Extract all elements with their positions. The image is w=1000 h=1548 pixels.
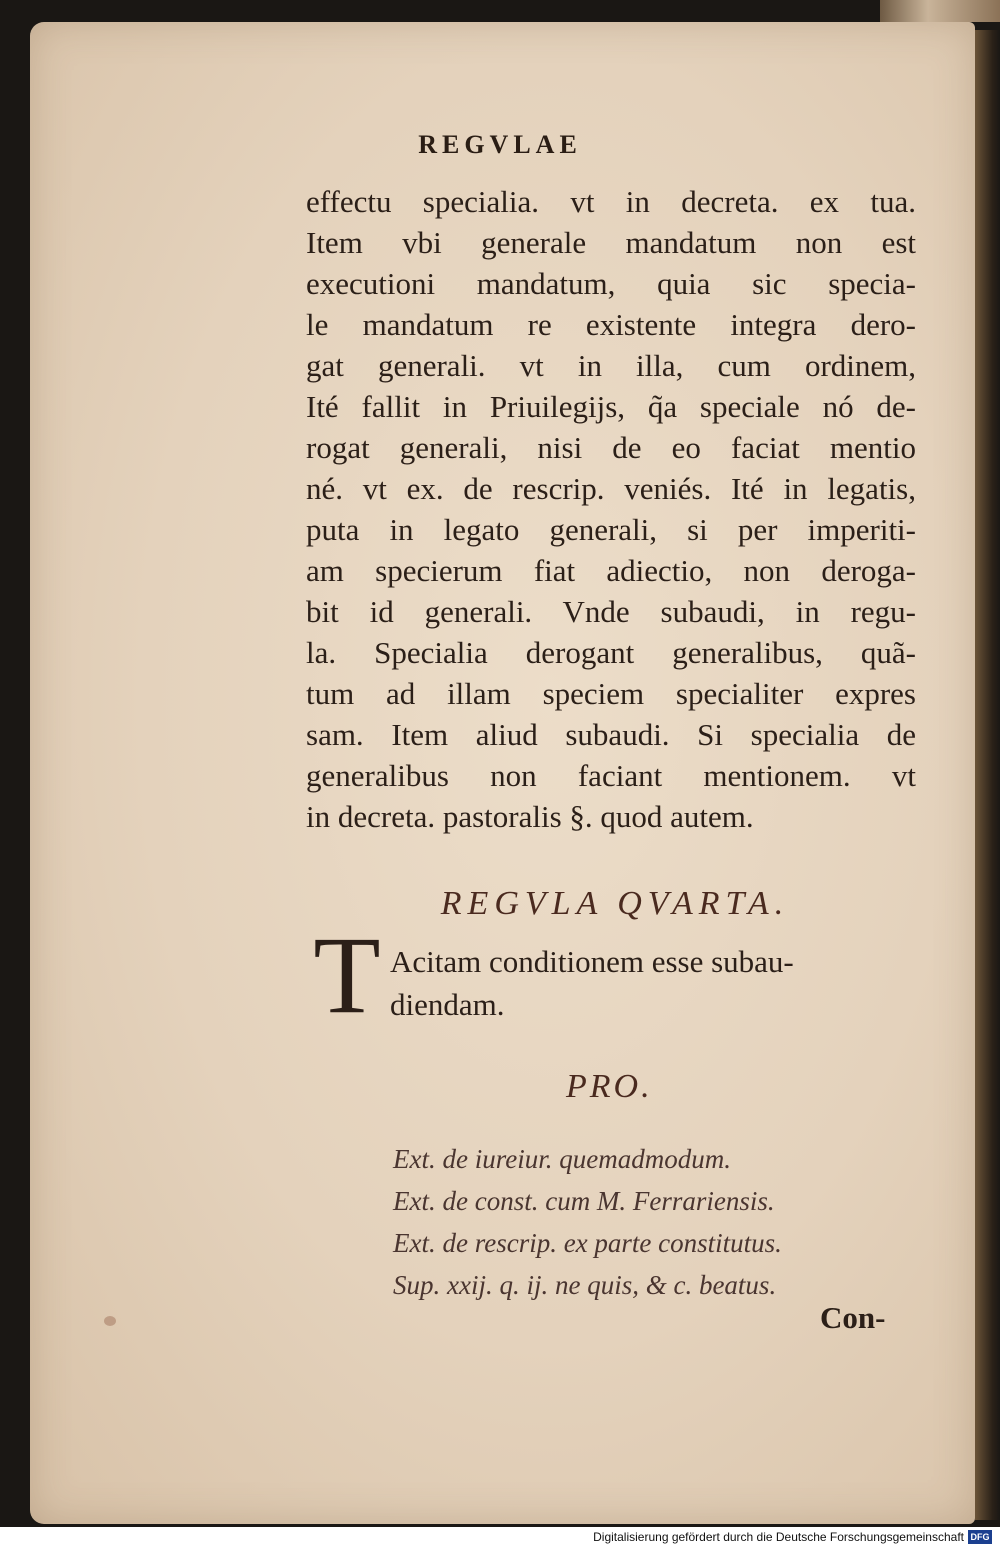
text-line: executioni mandatum, quia sic specia- <box>306 266 916 301</box>
page-stain <box>104 1316 116 1326</box>
text-line: Ité fallit in Priuilegijs, q̃a speciale nó de- <box>306 389 916 424</box>
dfg-logo: DFG <box>968 1530 992 1544</box>
references <box>393 1138 893 1306</box>
rule-line: Acitam conditionem esse subau- <box>390 944 794 979</box>
text-line: sam. Item aliud subaudi. Si specialia de <box>306 717 916 752</box>
reference-line: Ext. de iureiur. quemadmodum. <box>393 1144 731 1174</box>
text-line: né. vt ex. de rescrip. veniés. Ité in legatis, <box>306 471 916 506</box>
text-line: effectu specialia. vt in decreta. ex tua. <box>306 184 916 219</box>
pro-heading: PRO. <box>566 1068 653 1105</box>
binding-scrap <box>880 0 1000 22</box>
text-line: gat generali. vt in illa, cum ordinem, <box>306 348 916 383</box>
reference-line: Ext. de const. cum M. Ferrariensis. <box>393 1186 775 1216</box>
text-line: Item vbi generale mandatum non est <box>306 225 916 260</box>
text-line: in decreta. pastoralis §. quod autem. <box>306 799 754 834</box>
reference-line: Sup. xxij. q. ij. ne quis, & c. beatus. <box>393 1270 777 1300</box>
text-line: la. Specialia derogant generalibus, quã- <box>306 635 916 670</box>
text-line: tum ad illam speciem specialiter expres <box>306 676 916 711</box>
text-line: rogat generali, nisi de eo faciat mentio <box>306 430 916 465</box>
catchword: Con- <box>820 1300 886 1335</box>
text-line: le mandatum re existente integra dero- <box>306 307 916 342</box>
text-line: bit id generali. Vnde subaudi, in regu- <box>306 594 916 629</box>
footer-credit: Digitalisierung gefördert durch die Deutsche Forschungsgemeinschaft <box>593 1530 964 1544</box>
text-line: puta in legato generali, si per imperiti- <box>306 512 916 547</box>
text-line: generalibus non faciant mentionem. vt <box>306 758 916 793</box>
rule-text <box>390 940 915 1026</box>
text-line: am specierum fiat adiectio, non deroga- <box>306 553 916 588</box>
body-text <box>306 181 916 837</box>
rule-line: diendam. <box>390 987 505 1022</box>
drop-cap-initial: T <box>313 914 381 1036</box>
section-heading: REGVLA QVARTA. <box>440 885 790 922</box>
running-head: REGVLAE <box>418 130 582 159</box>
reference-line: Ext. de rescrip. ex parte constitutus. <box>393 1228 782 1258</box>
page-edge <box>975 30 1000 1520</box>
